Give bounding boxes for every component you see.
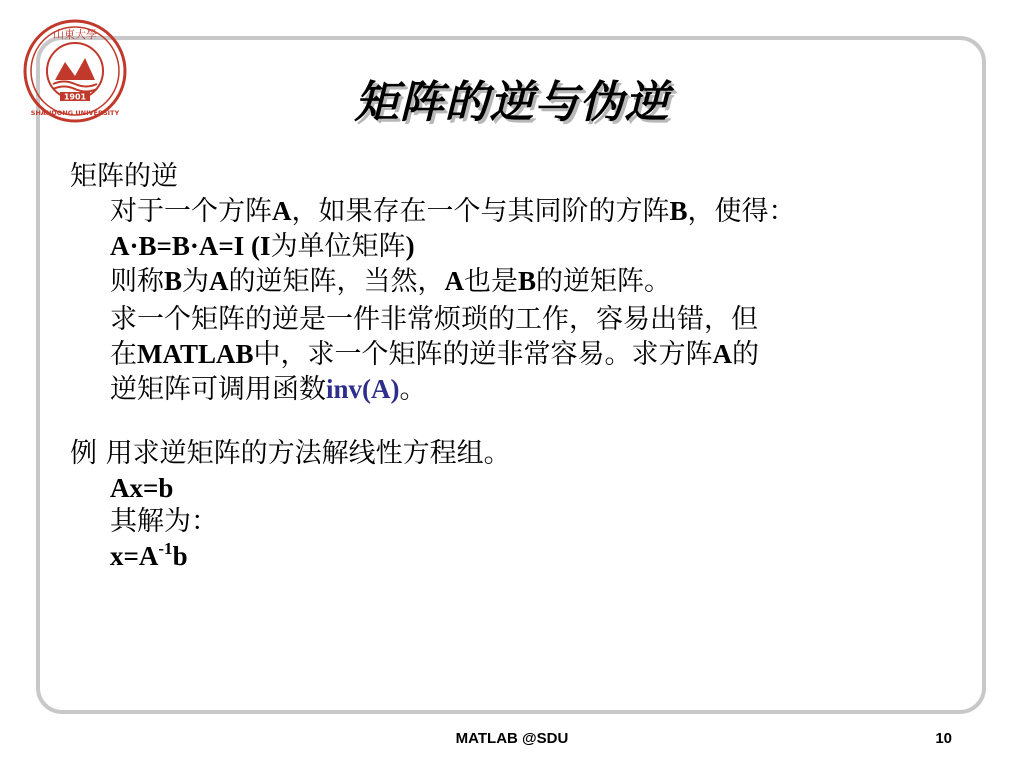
identity-equation: A·B=B·A=I (I为单位矩阵) — [110, 231, 415, 262]
definition-line: 对于一个方阵A，如果存在一个与其同阶的方阵B，使得： — [110, 196, 796, 227]
seal-year: 1901 — [63, 92, 87, 102]
example-heading: 例 用求逆矩阵的方法解线性方程组。 — [70, 438, 511, 469]
paragraph-line-3: 逆矩阵可调用函数inv(A)。 — [110, 374, 427, 405]
paragraph-line-2: 在MATLAB中，求一个矩阵的逆非常容易。求方阵A的 — [110, 339, 760, 370]
footer-text: MATLAB @SDU — [455, 730, 569, 747]
inverse-statement: 则称B为A的逆矩阵，当然，A也是B的逆矩阵。 — [110, 266, 672, 297]
seal-bottom-text: SHANDONG UNIVERSITY — [30, 109, 120, 117]
section-heading-inverse: 矩阵的逆 — [70, 161, 178, 192]
equation-ax-b: Ax=b — [110, 473, 174, 503]
inv-function-text: inv(A) — [326, 374, 400, 404]
solution-label: 其解为： — [110, 506, 218, 537]
slide-title: 矩阵的逆与伪逆 — [354, 77, 670, 128]
slide-content — [70, 160, 970, 573]
seal-top-text: 山東大學 — [53, 28, 97, 41]
page-number: 10 — [935, 730, 952, 747]
paragraph-line-1: 求一个矩阵的逆是一件非常烦琐的工作，容易出错，但 — [110, 304, 758, 335]
solution-equation: $x=A^{-1}b$ — [110, 539, 188, 571]
